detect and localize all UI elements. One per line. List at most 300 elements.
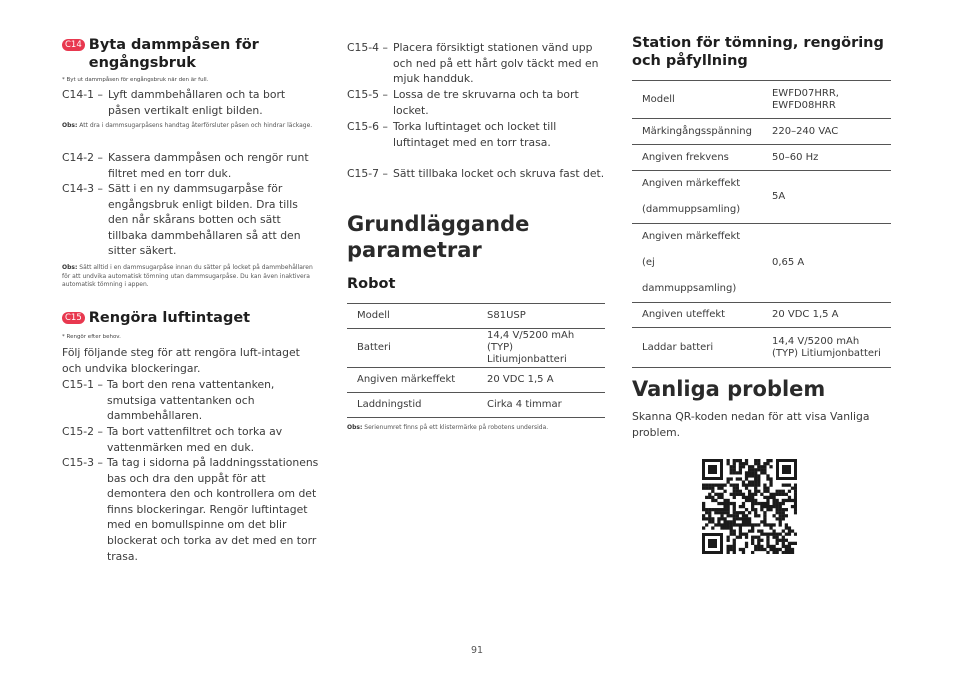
spec-value: 0,65 A — [762, 224, 891, 303]
qr-module — [751, 493, 754, 496]
qr-module — [733, 511, 736, 514]
qr-module — [736, 523, 739, 526]
qr-module — [708, 514, 711, 517]
step-number: C15-3 – — [62, 456, 103, 469]
qr-module — [739, 465, 742, 468]
qr-module — [720, 508, 723, 511]
qr-module — [776, 548, 779, 551]
step-text: Kassera dammpåsen och rengör runt filtret med en torr duk. — [108, 151, 309, 180]
qr-module — [794, 542, 797, 545]
qr-module — [766, 499, 769, 502]
c14-badge: C14 — [62, 39, 85, 51]
qr-module — [785, 551, 788, 554]
qr-module — [779, 502, 782, 505]
qr-module — [769, 459, 772, 462]
step-text: Lossa de tre skruvarna och ta bort locket. — [393, 88, 579, 117]
qr-module — [730, 468, 733, 471]
qr-module — [791, 542, 794, 545]
qr-module — [727, 523, 730, 526]
qr-module — [720, 514, 723, 517]
robot-spec-table — [347, 303, 605, 418]
obs-text: Serienumret finns på ett klistermärke på robotens undersida. — [362, 424, 549, 431]
qr-module — [782, 490, 785, 493]
qr-module — [702, 505, 705, 508]
qr-module — [711, 508, 714, 511]
qr-module — [733, 548, 736, 551]
qr-module — [776, 536, 779, 539]
qr-module — [769, 493, 772, 496]
spec-value: 20 VDC 1,5 A — [762, 303, 891, 328]
qr-module — [760, 468, 763, 471]
qr-module — [702, 508, 705, 511]
step-text: Lyft dammbehållaren och ta bort påsen vertikalt enligt bilden. — [108, 88, 286, 117]
qr-module — [745, 533, 748, 536]
qr-module — [794, 505, 797, 508]
qr-module — [751, 539, 754, 542]
qr-module — [742, 505, 745, 508]
qr-module — [776, 502, 779, 505]
qr-module — [782, 517, 785, 520]
spec-value: 14,4 V/5200 mAh (TYP) Litiumjonbatteri — [477, 329, 605, 368]
spec-value: EWFD07HRR, EWFD08HRR — [762, 81, 891, 119]
qr-module — [760, 533, 763, 536]
table-row — [347, 393, 605, 418]
qr-module — [757, 462, 760, 465]
qr-module — [723, 511, 726, 514]
qr-module — [769, 523, 772, 526]
qr-module — [766, 496, 769, 499]
qr-module — [751, 471, 754, 474]
qr-module — [754, 468, 757, 471]
step-c14-2 — [62, 150, 324, 181]
qr-module — [739, 548, 742, 551]
qr-module — [760, 545, 763, 548]
qr-module — [717, 517, 720, 520]
qr-module — [720, 493, 723, 496]
qr-module — [760, 471, 763, 474]
qr-module — [779, 548, 782, 551]
spec-label: Angiven märkeffekt (ej dammuppsamling) — [632, 224, 762, 303]
qr-module — [760, 502, 763, 505]
qr-module — [766, 490, 769, 493]
c14-obs-2 — [62, 264, 322, 290]
qr-module — [711, 496, 714, 499]
qr-module — [776, 542, 779, 545]
qr-module — [763, 548, 766, 551]
qr-module — [739, 468, 742, 471]
qr-module — [763, 514, 766, 517]
qr-module — [766, 536, 769, 539]
spec-value: 20 VDC 1,5 A — [477, 368, 605, 393]
qr-module — [763, 462, 766, 465]
qr-module — [745, 487, 748, 490]
qr-module — [794, 490, 797, 493]
qr-module — [742, 493, 745, 496]
qr-module — [714, 493, 717, 496]
spec-label: Märkingångsspänning — [632, 119, 762, 145]
qr-module — [754, 471, 757, 474]
qr-module — [733, 533, 736, 536]
qr-module — [739, 490, 742, 493]
step-c14-3 — [62, 181, 324, 259]
qr-module — [751, 508, 754, 511]
qr-module — [785, 493, 788, 496]
table-row — [632, 171, 891, 224]
qr-module — [733, 523, 736, 526]
faq-title: Vanliga problem — [632, 377, 826, 401]
step-text: Torka luftintaget och locket till luftintaget med en torr trasa. — [393, 120, 557, 149]
step-number: C14-2 – — [62, 151, 103, 164]
qr-module — [702, 514, 705, 517]
qr-module — [733, 465, 736, 468]
qr-module — [702, 517, 705, 520]
robot-obs — [347, 424, 605, 433]
qr-module — [776, 490, 779, 493]
qr-module — [733, 484, 736, 487]
qr-module — [782, 536, 785, 539]
qr-module — [763, 520, 766, 523]
spec-label: Laddar batteri — [632, 328, 762, 368]
qr-module — [763, 523, 766, 526]
qr-module — [714, 508, 717, 511]
qr-module — [788, 545, 791, 548]
qr-module — [727, 514, 730, 517]
qr-module — [711, 487, 714, 490]
qr-module — [736, 484, 739, 487]
station-heading: Station för tömning, rengöring och påfyllning — [632, 35, 884, 69]
qr-module — [779, 533, 782, 536]
qr-module — [754, 462, 757, 465]
c15-note: * Rengör efter behov. — [62, 334, 121, 340]
qr-module — [742, 533, 745, 536]
qr-module — [733, 542, 736, 545]
qr-module — [782, 493, 785, 496]
qr-module — [772, 545, 775, 548]
qr-module — [769, 477, 772, 480]
qr-module — [769, 545, 772, 548]
qr-module — [723, 520, 726, 523]
qr-module — [723, 499, 726, 502]
qr-module — [754, 459, 757, 462]
qr-module — [760, 520, 763, 523]
qr-module — [714, 511, 717, 514]
qr-module — [702, 502, 705, 505]
qr-module — [748, 471, 751, 474]
spec-label: Modell — [347, 304, 477, 329]
qr-module — [766, 459, 769, 462]
qr-module — [769, 548, 772, 551]
qr-module — [785, 514, 788, 517]
qr-module — [769, 465, 772, 468]
qr-module — [751, 505, 754, 508]
qr-module — [730, 526, 733, 529]
qr-module — [745, 459, 748, 462]
qr-module — [702, 526, 705, 529]
step-number: C14-3 – — [62, 182, 103, 195]
qr-module — [782, 508, 785, 511]
qr-module — [766, 477, 769, 480]
qr-module — [745, 536, 748, 539]
qr-module — [782, 484, 785, 487]
step-text: Ta bort den rena vattentanken, smutsiga vattentanken och dammbehållaren. — [107, 378, 275, 423]
qr-module — [757, 477, 760, 480]
qr-module — [723, 502, 726, 505]
step-text: Placera försiktigt stationen vänd upp och ned på ett hårt golv täckt med en mjuk handduk. — [393, 41, 599, 86]
step-c15-5 — [347, 87, 605, 118]
qr-module — [766, 551, 769, 554]
qr-module — [785, 499, 788, 502]
qr-module — [717, 502, 720, 505]
qr-module — [776, 511, 779, 514]
qr-module — [748, 511, 751, 514]
qr-module — [717, 508, 720, 511]
qr-module — [727, 520, 730, 523]
qr-module — [705, 508, 708, 511]
qr-module — [757, 474, 760, 477]
qr-module — [748, 480, 751, 483]
qr-module — [754, 514, 757, 517]
qr-module — [776, 533, 779, 536]
qr-module — [748, 520, 751, 523]
step-c14-1 — [62, 87, 324, 118]
qr-module — [782, 545, 785, 548]
qr-module — [776, 517, 779, 520]
step-number: C15-4 – — [347, 41, 388, 54]
qr-module — [727, 536, 730, 539]
qr-module — [711, 517, 714, 520]
qr-module — [730, 545, 733, 548]
qr-module — [736, 493, 739, 496]
qr-module — [779, 490, 782, 493]
table-row — [632, 328, 891, 368]
qr-module — [745, 499, 748, 502]
qr-module — [791, 505, 794, 508]
qr-module — [708, 493, 711, 496]
qr-module — [708, 517, 711, 520]
qr-module — [745, 484, 748, 487]
table-row — [347, 329, 605, 368]
qr-module — [705, 517, 708, 520]
qr-module — [727, 551, 730, 554]
qr-module — [720, 487, 723, 490]
qr-module — [727, 508, 730, 511]
qr-module — [730, 529, 733, 532]
obs-label: Obs: — [62, 122, 78, 129]
qr-module — [733, 520, 736, 523]
qr-module — [742, 548, 745, 551]
qr-module — [730, 514, 733, 517]
qr-module — [757, 539, 760, 542]
qr-module — [754, 545, 757, 548]
qr-module — [757, 459, 760, 462]
qr-module — [791, 487, 794, 490]
qr-module — [782, 511, 785, 514]
qr-code — [702, 459, 797, 554]
qr-module — [745, 520, 748, 523]
qr-module — [751, 502, 754, 505]
qr-module — [785, 545, 788, 548]
qr-module — [751, 465, 754, 468]
qr-module — [782, 542, 785, 545]
qr-module — [711, 526, 714, 529]
qr-module — [766, 462, 769, 465]
qr-module — [772, 499, 775, 502]
qr-module — [763, 496, 766, 499]
qr-module — [794, 499, 797, 502]
qr-module — [763, 505, 766, 508]
qr-module — [748, 484, 751, 487]
qr-module — [705, 487, 708, 490]
faq-text: Skanna QR-koden nedan för att visa Vanliga problem. — [632, 410, 870, 439]
qr-module — [760, 508, 763, 511]
qr-module — [751, 480, 754, 483]
qr-module — [769, 526, 772, 529]
qr-module — [766, 505, 769, 508]
qr-module — [723, 523, 726, 526]
qr-module — [711, 484, 714, 487]
qr-module — [717, 496, 720, 499]
qr-module — [717, 520, 720, 523]
qr-module — [763, 533, 766, 536]
qr-module — [739, 536, 742, 539]
qr-module — [757, 484, 760, 487]
qr-module — [776, 493, 779, 496]
qr-module — [766, 474, 769, 477]
qr-module — [751, 499, 754, 502]
qr-module — [757, 548, 760, 551]
qr-module — [751, 496, 754, 499]
spec-label: Modell — [632, 81, 762, 119]
c14-title: Byta dammpåsen för engångsbruk — [88, 37, 259, 71]
qr-module — [757, 468, 760, 471]
table-row — [632, 81, 891, 119]
qr-module — [763, 484, 766, 487]
qr-module — [748, 490, 751, 493]
qr-module — [794, 511, 797, 514]
qr-module — [733, 490, 736, 493]
qr-module — [739, 517, 742, 520]
step-number: C15-6 – — [347, 120, 388, 133]
qr-module — [754, 474, 757, 477]
qr-module — [727, 545, 730, 548]
qr-module — [736, 511, 739, 514]
qr-module — [730, 471, 733, 474]
c14-note: * Byt ut dammpåsen för engångsbruk när den är full. — [62, 77, 209, 83]
qr-module — [733, 517, 736, 520]
qr-module — [742, 484, 745, 487]
qr-module — [742, 551, 745, 554]
qr-module — [776, 508, 779, 511]
step-text: Ta tag i sidorna på laddningsstationens bas och dra den uppåt för att demontera den och kontrollera om det finns blockeringar. Rengör luftintaget med en bomullspinne om det blir blockerat och torka av det med en torr trasa. — [107, 456, 319, 563]
qr-module — [748, 523, 751, 526]
qr-module — [733, 487, 736, 490]
qr-module — [742, 462, 745, 465]
qr-module — [702, 484, 705, 487]
qr-module — [776, 551, 779, 554]
qr-module — [739, 523, 742, 526]
qr-module — [763, 502, 766, 505]
qr-module — [757, 542, 760, 545]
qr-module — [760, 529, 763, 532]
params-title: Grundläggande parametrar — [347, 212, 530, 262]
qr-module — [788, 542, 791, 545]
table-row — [632, 303, 891, 328]
qr-module — [733, 471, 736, 474]
qr-module — [751, 542, 754, 545]
qr-module — [739, 459, 742, 462]
qr-module — [794, 502, 797, 505]
qr-module — [763, 487, 766, 490]
step-number: C15-2 – — [62, 425, 103, 438]
qr-module — [745, 542, 748, 545]
qr-module — [727, 511, 730, 514]
qr-module — [754, 484, 757, 487]
qr-module — [730, 523, 733, 526]
qr-module — [745, 514, 748, 517]
qr-module — [711, 520, 714, 523]
qr-module — [772, 536, 775, 539]
qr-module — [772, 533, 775, 536]
qr-module — [779, 493, 782, 496]
qr-module — [720, 526, 723, 529]
qr-module — [772, 551, 775, 554]
qr-module — [739, 477, 742, 480]
qr-module — [730, 520, 733, 523]
qr-module — [791, 548, 794, 551]
qr-module — [745, 517, 748, 520]
qr-module — [776, 499, 779, 502]
qr-module — [748, 499, 751, 502]
qr-module — [745, 508, 748, 511]
step-c15-3 — [62, 455, 324, 564]
qr-module — [763, 517, 766, 520]
spec-label: Laddningstid — [347, 393, 477, 418]
qr-module — [733, 502, 736, 505]
qr-module — [742, 502, 745, 505]
qr-module — [702, 487, 705, 490]
qr-module — [760, 465, 763, 468]
qr-module — [772, 502, 775, 505]
qr-module — [772, 505, 775, 508]
qr-module — [733, 496, 736, 499]
qr-module — [736, 536, 739, 539]
qr-module — [745, 471, 748, 474]
qr-module — [766, 502, 769, 505]
step-c15-6 — [347, 119, 605, 150]
qr-module — [785, 523, 788, 526]
qr-module — [733, 505, 736, 508]
step-c15-1 — [62, 377, 324, 424]
qr-module — [739, 471, 742, 474]
qr-module — [754, 477, 757, 480]
c15-intro: Följ följande steg för att rengöra luft-intaget och undvika blockeringar. — [62, 346, 300, 375]
qr-module — [782, 539, 785, 542]
qr-module — [785, 526, 788, 529]
qr-module — [748, 529, 751, 532]
qr-module — [723, 508, 726, 511]
qr-module — [730, 493, 733, 496]
obs-text: Att dra i dammsugarpåsens handtag återförsluter påsen och hindrar läckage. — [77, 122, 313, 129]
qr-module — [727, 526, 730, 529]
spec-value: 5A — [762, 171, 891, 224]
step-text: Sätt tillbaka locket och skruva fast det. — [393, 167, 605, 180]
qr-module — [727, 499, 730, 502]
qr-module — [748, 468, 751, 471]
qr-module — [794, 496, 797, 499]
c15-badge: C15 — [62, 312, 85, 324]
qr-module — [794, 533, 797, 536]
qr-module — [748, 493, 751, 496]
